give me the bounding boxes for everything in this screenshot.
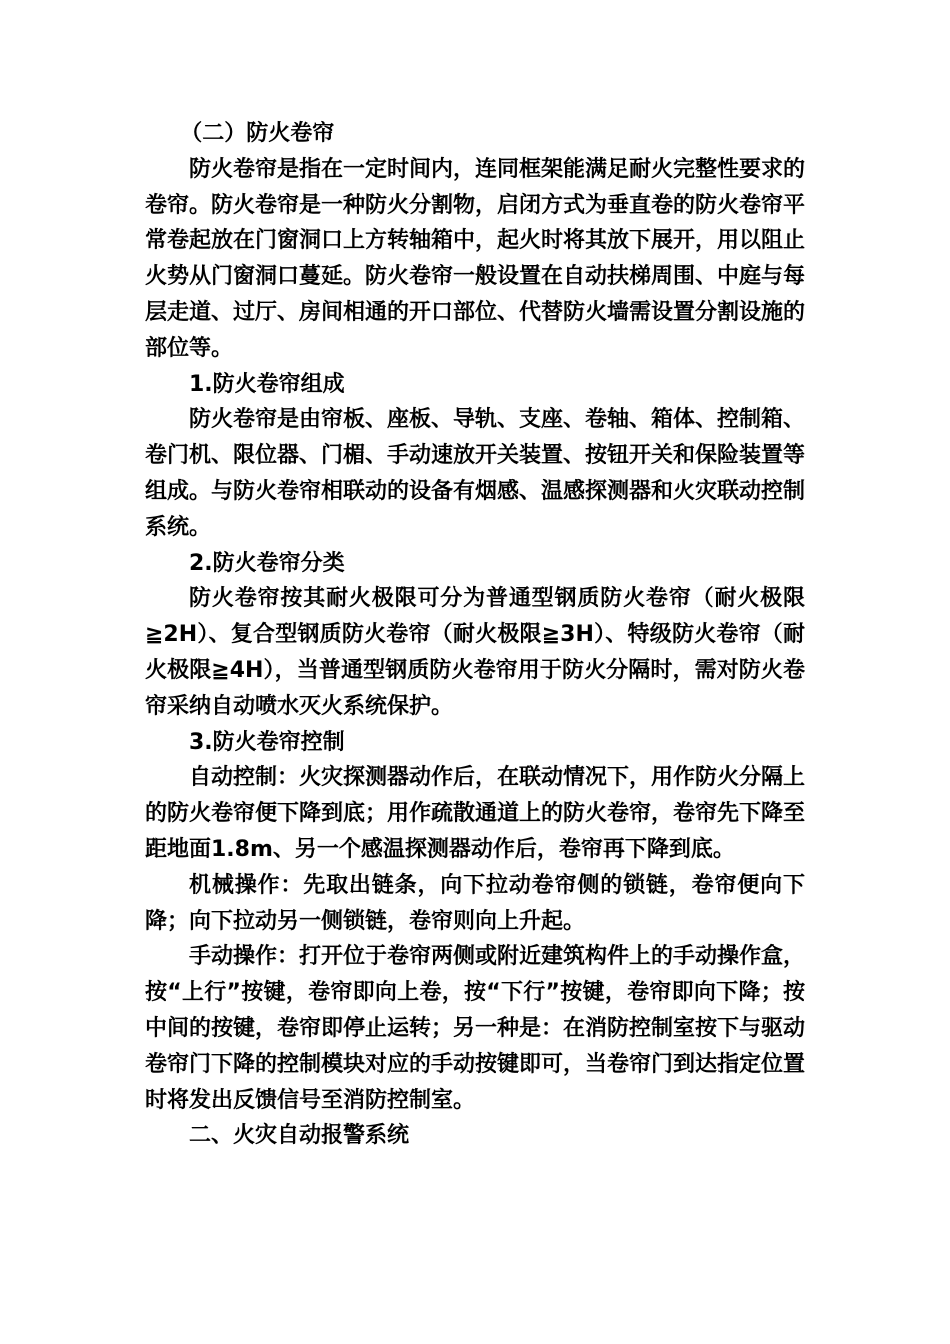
composition-paragraph: 防火卷帘是由帘板、座板、导轨、支座、卷轴、箱体、控制箱、卷门机、限位器、门楣、手动速放开关装置、按钮开关和保险装置等组成。与防火卷帘相联动的设备有烟感、温感探测器和火灾联动控制系统。 [145, 407, 806, 540]
subheading-control: 3.防火卷帘控制 [189, 729, 345, 755]
classification-paragraph: 防火卷帘按其耐火极限可分为普通型钢质防火卷帘（耐火极限≧2H）、复合型钢质防火卷帘（耐火极限≧3H）、特级防火卷帘（耐火极限≧4H），当普通型钢质防火卷帘用于防火分隔时，需对防火卷帘采纳自动喷水灭火系统保护。 [145, 586, 805, 719]
subheading-classification: 2.防火卷帘分类 [189, 550, 345, 576]
manual-operation-paragraph: 手动操作：打开位于卷帘两侧或附近建筑构件上的手动操作盒，按“上行”按键，卷帘即向上卷，按“下行”按键，卷帘即向下降；按中间的按键，卷帘即停止运转；另一种是：在消防控制室按下与驱动卷帘门下降的控制模块对应的手动按键即可，当卷帘门到达指定位置时将发出反馈信号至消防控制室。 [145, 944, 806, 1113]
document-body [145, 116, 805, 1154]
section-heading-fire-shutter: （二）防火卷帘 [180, 121, 335, 146]
section-heading-alarm-system: 二、火灾自动报警系统 [189, 1123, 410, 1149]
auto-control-paragraph: 自动控制：火灾探测器动作后，在联动情况下，用作防火分隔上的防火卷帘便下降到底；用作疏散通道上的防火卷帘，卷帘先下降至距地面1.8m、另一个感温探测器动作后，卷帘再下降到底。 [145, 765, 806, 862]
intro-paragraph: 防火卷帘是指在一定时间内，连同框架能满足耐火完整性要求的卷帘。防火卷帘是一种防火分割物，启闭方式为垂直卷的防火卷帘平常卷起放在门窗洞口上方转轴箱中，起火时将其放下展开，用以阻止火势从门窗洞口蔓延。防火卷帘一般设置在自动扶梯周围、中庭与每层走道、过厅、房间相通的开口部位、代替防火墙需设置分割设施的部位等。 [145, 156, 806, 361]
subheading-composition: 1.防火卷帘组成 [189, 371, 345, 397]
mechanical-operation-paragraph: 机械操作：先取出链条，向下拉动卷帘侧的锁链，卷帘便向下降；向下拉动另一侧锁链，卷帘则向上升起。 [145, 872, 805, 934]
